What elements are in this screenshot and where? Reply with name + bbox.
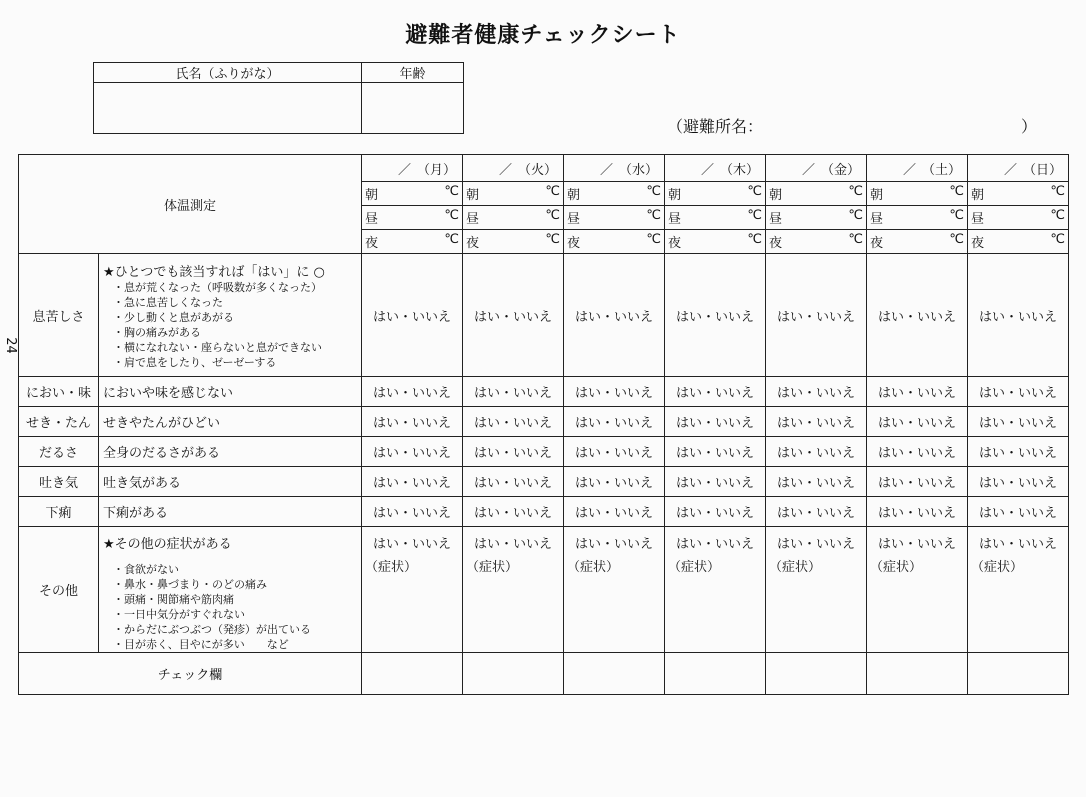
other-item: ・からだにぶつぶつ（発疹）が出ている xyxy=(113,623,311,636)
yes-no-text: はい・いいえ xyxy=(474,537,553,552)
breathing-item: ・胸の痛みがある xyxy=(113,325,201,339)
time-label: 昼 xyxy=(971,212,985,227)
symptom-note-label: （症状） xyxy=(466,560,519,575)
breathing-item: ・横になれない・座らないと息ができない xyxy=(113,340,322,354)
yes-no-cell[interactable]: はい・いいえ xyxy=(665,254,766,377)
yes-no-cell[interactable]: はい・いいえ xyxy=(665,497,766,527)
yes-no-cell[interactable]: はい・いいえ xyxy=(665,377,766,407)
yes-no-text: はい・いいえ xyxy=(373,537,452,552)
day-of-week: （火） xyxy=(518,162,558,178)
breathing-item: ・肩で息をしたり、ゼーゼーする xyxy=(113,355,277,369)
yes-no-cell[interactable]: はい・いいえ xyxy=(362,467,463,497)
time-label: 昼 xyxy=(466,212,480,227)
unit-label: ℃ xyxy=(1050,208,1066,223)
day-of-week: （金） xyxy=(821,162,861,178)
day-of-week: （土） xyxy=(922,162,962,178)
other-item: ・目が赤く、目やにが多い など xyxy=(113,638,289,651)
symptom-category: せき・たん xyxy=(19,407,99,437)
temperature-cell[interactable] xyxy=(564,230,665,254)
time-label: 夜 xyxy=(971,236,985,251)
date-slash: ／ xyxy=(499,162,513,178)
time-label: 朝 xyxy=(567,188,581,203)
symptom-note-label: （症状） xyxy=(365,560,418,575)
check-label: チェック欄 xyxy=(19,653,362,695)
unit-label: ℃ xyxy=(1050,232,1066,247)
yes-no-cell[interactable]: はい・いいえ xyxy=(968,437,1069,467)
symptom-note-label: （症状） xyxy=(971,560,1024,575)
other-answer-cell[interactable] xyxy=(867,527,968,653)
temperature-cell[interactable] xyxy=(665,182,766,206)
unit-label: ℃ xyxy=(949,184,965,199)
shelter-name-line[interactable] xyxy=(667,114,1037,137)
yes-no-cell[interactable]: はい・いいえ xyxy=(867,437,968,467)
yes-no-cell[interactable]: はい・いいえ xyxy=(968,497,1069,527)
check-cell[interactable] xyxy=(665,653,766,695)
unit-label: ℃ xyxy=(747,184,763,199)
temperature-cell[interactable] xyxy=(766,182,867,206)
day-header[interactable] xyxy=(867,155,968,182)
yes-no-cell[interactable]: はい・いいえ xyxy=(564,467,665,497)
breathing-item: ・急に息苦しくなった xyxy=(113,295,223,309)
temperature-cell[interactable] xyxy=(463,182,564,206)
date-slash: ／ xyxy=(701,162,715,178)
time-label: 夜 xyxy=(668,236,682,251)
yes-no-cell[interactable]: はい・いいえ xyxy=(665,437,766,467)
temperature-cell[interactable] xyxy=(564,182,665,206)
unit-label: ℃ xyxy=(949,208,965,223)
unit-label: ℃ xyxy=(444,184,460,199)
unit-label: ℃ xyxy=(848,232,864,247)
time-label: 朝 xyxy=(971,188,985,203)
unit-label: ℃ xyxy=(1050,184,1066,199)
symptom-note-label: （症状） xyxy=(668,560,721,575)
unit-label: ℃ xyxy=(646,232,662,247)
time-label: 昼 xyxy=(668,212,682,227)
symptom-category: におい・味 xyxy=(19,377,99,407)
breathing-description xyxy=(99,254,362,377)
time-label: 昼 xyxy=(870,212,884,227)
shelter-label: （避難所名： xyxy=(667,117,764,136)
yes-no-cell[interactable]: はい・いいえ xyxy=(867,497,968,527)
yes-no-cell[interactable]: はい・いいえ xyxy=(564,497,665,527)
date-slash: ／ xyxy=(600,162,614,178)
check-cell[interactable] xyxy=(463,653,564,695)
time-label: 夜 xyxy=(365,236,379,251)
symptom-note-label: （症状） xyxy=(769,560,822,575)
age-label: 年齢 xyxy=(362,63,464,83)
day-of-week: （水） xyxy=(619,162,659,178)
age-field[interactable] xyxy=(362,83,464,134)
symptom-note-label: （症状） xyxy=(567,560,620,575)
symptom-note-label: （症状） xyxy=(870,560,923,575)
yes-no-cell[interactable]: はい・いいえ xyxy=(564,407,665,437)
unit-label: ℃ xyxy=(747,232,763,247)
breathing-item: ・息が荒くなった（呼吸数が多くなった） xyxy=(113,280,322,294)
check-cell[interactable] xyxy=(362,653,463,695)
unit-label: ℃ xyxy=(545,208,561,223)
temperature-cell[interactable] xyxy=(665,206,766,230)
other-answer-cell[interactable] xyxy=(362,527,463,653)
other-description xyxy=(99,527,362,653)
day-of-week: （月） xyxy=(417,162,457,178)
unit-label: ℃ xyxy=(545,232,561,247)
check-cell[interactable] xyxy=(766,653,867,695)
yes-no-cell[interactable]: はい・いいえ xyxy=(665,467,766,497)
other-answer-cell[interactable] xyxy=(766,527,867,653)
name-label: 氏名（ふりがな） xyxy=(94,63,362,83)
unit-label: ℃ xyxy=(848,208,864,223)
temperature-cell[interactable] xyxy=(968,182,1069,206)
other-answer-cell[interactable] xyxy=(665,527,766,653)
yes-no-cell[interactable]: はい・いいえ xyxy=(766,467,867,497)
name-field[interactable] xyxy=(94,83,362,134)
symptom-description: 全身のだるさがある xyxy=(99,437,362,467)
yes-no-cell[interactable]: はい・いいえ xyxy=(968,407,1069,437)
symptom-description: せきやたんがひどい xyxy=(99,407,362,437)
unit-label: ℃ xyxy=(747,208,763,223)
time-label: 昼 xyxy=(567,212,581,227)
shelter-close: ） xyxy=(1020,117,1037,136)
temperature-cell[interactable] xyxy=(362,206,463,230)
day-header[interactable] xyxy=(665,155,766,182)
unit-label: ℃ xyxy=(444,232,460,247)
day-header[interactable] xyxy=(968,155,1069,182)
yes-no-cell[interactable]: はい・いいえ xyxy=(766,377,867,407)
time-label: 夜 xyxy=(769,236,783,251)
unit-label: ℃ xyxy=(646,184,662,199)
yes-no-cell[interactable]: はい・いいえ xyxy=(867,377,968,407)
breathing-header: ★ひとつでも該当すれば「はい」に ○ xyxy=(103,264,325,280)
yes-no-cell[interactable]: はい・いいえ xyxy=(665,407,766,437)
symptom-category: 吐き気 xyxy=(19,467,99,497)
yes-no-cell[interactable]: はい・いいえ xyxy=(463,407,564,437)
yes-no-cell[interactable]: はい・いいえ xyxy=(463,497,564,527)
health-check-table xyxy=(18,154,1069,695)
time-label: 朝 xyxy=(466,188,480,203)
yes-no-cell[interactable]: はい・いいえ xyxy=(463,437,564,467)
check-cell[interactable] xyxy=(564,653,665,695)
time-label: 夜 xyxy=(567,236,581,251)
symptom-description: 吐き気がある xyxy=(99,467,362,497)
other-answer-cell[interactable] xyxy=(968,527,1069,653)
temperature-cell[interactable] xyxy=(362,182,463,206)
day-header[interactable] xyxy=(766,155,867,182)
yes-no-cell[interactable]: はい・いいえ xyxy=(968,377,1069,407)
date-slash: ／ xyxy=(802,162,816,178)
yes-no-cell[interactable]: はい・いいえ xyxy=(362,407,463,437)
date-slash: ／ xyxy=(903,162,917,178)
check-cell[interactable] xyxy=(867,653,968,695)
day-header[interactable] xyxy=(463,155,564,182)
other-header: ★その他の症状がある xyxy=(103,537,232,552)
temperature-cell[interactable] xyxy=(665,230,766,254)
other-item: ・食欲がない xyxy=(113,563,179,576)
temperature-cell[interactable] xyxy=(463,206,564,230)
unit-label: ℃ xyxy=(545,184,561,199)
unit-label: ℃ xyxy=(848,184,864,199)
yes-no-cell[interactable]: はい・いいえ xyxy=(463,377,564,407)
day-of-week: （木） xyxy=(720,162,760,178)
other-item: ・頭痛・関節痛や筋肉痛 xyxy=(113,593,234,606)
unit-label: ℃ xyxy=(444,208,460,223)
date-slash: ／ xyxy=(398,162,412,178)
temperature-cell[interactable] xyxy=(968,230,1069,254)
time-label: 夜 xyxy=(870,236,884,251)
yes-no-cell[interactable]: はい・いいえ xyxy=(867,467,968,497)
breathing-item: ・少し動くと息があがる xyxy=(113,310,234,324)
yes-no-cell[interactable]: はい・いいえ xyxy=(463,254,564,377)
yes-no-cell[interactable]: はい・いいえ xyxy=(564,437,665,467)
yes-no-cell[interactable]: はい・いいえ xyxy=(564,377,665,407)
time-label: 昼 xyxy=(365,212,379,227)
yes-no-text: はい・いいえ xyxy=(676,537,755,552)
symptom-description: においや味を感じない xyxy=(99,377,362,407)
symptom-category: だるさ xyxy=(19,437,99,467)
temperature-cell[interactable] xyxy=(867,206,968,230)
time-label: 朝 xyxy=(769,188,783,203)
symptom-category: 下痢 xyxy=(19,497,99,527)
yes-no-cell[interactable]: はい・いいえ xyxy=(766,254,867,377)
yes-no-text: はい・いいえ xyxy=(777,537,856,552)
temperature-cell[interactable] xyxy=(362,230,463,254)
day-header[interactable] xyxy=(564,155,665,182)
yes-no-cell[interactable]: はい・いいえ xyxy=(564,254,665,377)
day-header[interactable] xyxy=(362,155,463,182)
yes-no-cell[interactable]: はい・いいえ xyxy=(867,407,968,437)
breathing-label: 息苦しさ xyxy=(19,254,99,377)
yes-no-cell[interactable]: はい・いいえ xyxy=(362,497,463,527)
day-of-week: （日） xyxy=(1023,162,1063,178)
temperature-label: 体温測定 xyxy=(19,155,362,254)
yes-no-text: はい・いいえ xyxy=(878,537,957,552)
other-answer-cell[interactable] xyxy=(463,527,564,653)
other-label: その他 xyxy=(19,527,99,653)
temperature-cell[interactable] xyxy=(766,230,867,254)
temperature-cell[interactable] xyxy=(867,182,968,206)
temperature-cell[interactable] xyxy=(968,206,1069,230)
time-label: 朝 xyxy=(365,188,379,203)
yes-no-cell[interactable]: はい・いいえ xyxy=(463,467,564,497)
yes-no-cell[interactable]: はい・いいえ xyxy=(362,437,463,467)
time-label: 夜 xyxy=(466,236,480,251)
other-item: ・鼻水・鼻づまり・のどの痛み xyxy=(113,578,267,591)
yes-no-text: はい・いいえ xyxy=(979,537,1058,552)
yes-no-cell[interactable]: はい・いいえ xyxy=(968,254,1069,377)
page-number: 24 xyxy=(2,337,18,354)
date-slash: ／ xyxy=(1004,162,1018,178)
other-answer-cell[interactable] xyxy=(564,527,665,653)
yes-no-cell[interactable]: はい・いいえ xyxy=(362,377,463,407)
yes-no-cell[interactable]: はい・いいえ xyxy=(968,467,1069,497)
yes-no-cell[interactable]: はい・いいえ xyxy=(362,254,463,377)
yes-no-cell[interactable]: はい・いいえ xyxy=(766,437,867,467)
check-cell[interactable] xyxy=(968,653,1069,695)
page-title: 避難者健康チェックシート xyxy=(405,23,681,48)
yes-no-cell[interactable]: はい・いいえ xyxy=(766,497,867,527)
other-item: ・一日中気分がすぐれない xyxy=(113,608,245,621)
name-age-box xyxy=(93,62,464,134)
unit-label: ℃ xyxy=(949,232,965,247)
temperature-cell[interactable] xyxy=(463,230,564,254)
temperature-cell[interactable] xyxy=(867,230,968,254)
yes-no-text: はい・いいえ xyxy=(575,537,654,552)
yes-no-cell[interactable]: はい・いいえ xyxy=(766,407,867,437)
time-label: 昼 xyxy=(769,212,783,227)
time-label: 朝 xyxy=(870,188,884,203)
temperature-cell[interactable] xyxy=(564,206,665,230)
unit-label: ℃ xyxy=(646,208,662,223)
time-label: 朝 xyxy=(668,188,682,203)
temperature-cell[interactable] xyxy=(766,206,867,230)
symptom-description: 下痢がある xyxy=(99,497,362,527)
yes-no-cell[interactable]: はい・いいえ xyxy=(867,254,968,377)
